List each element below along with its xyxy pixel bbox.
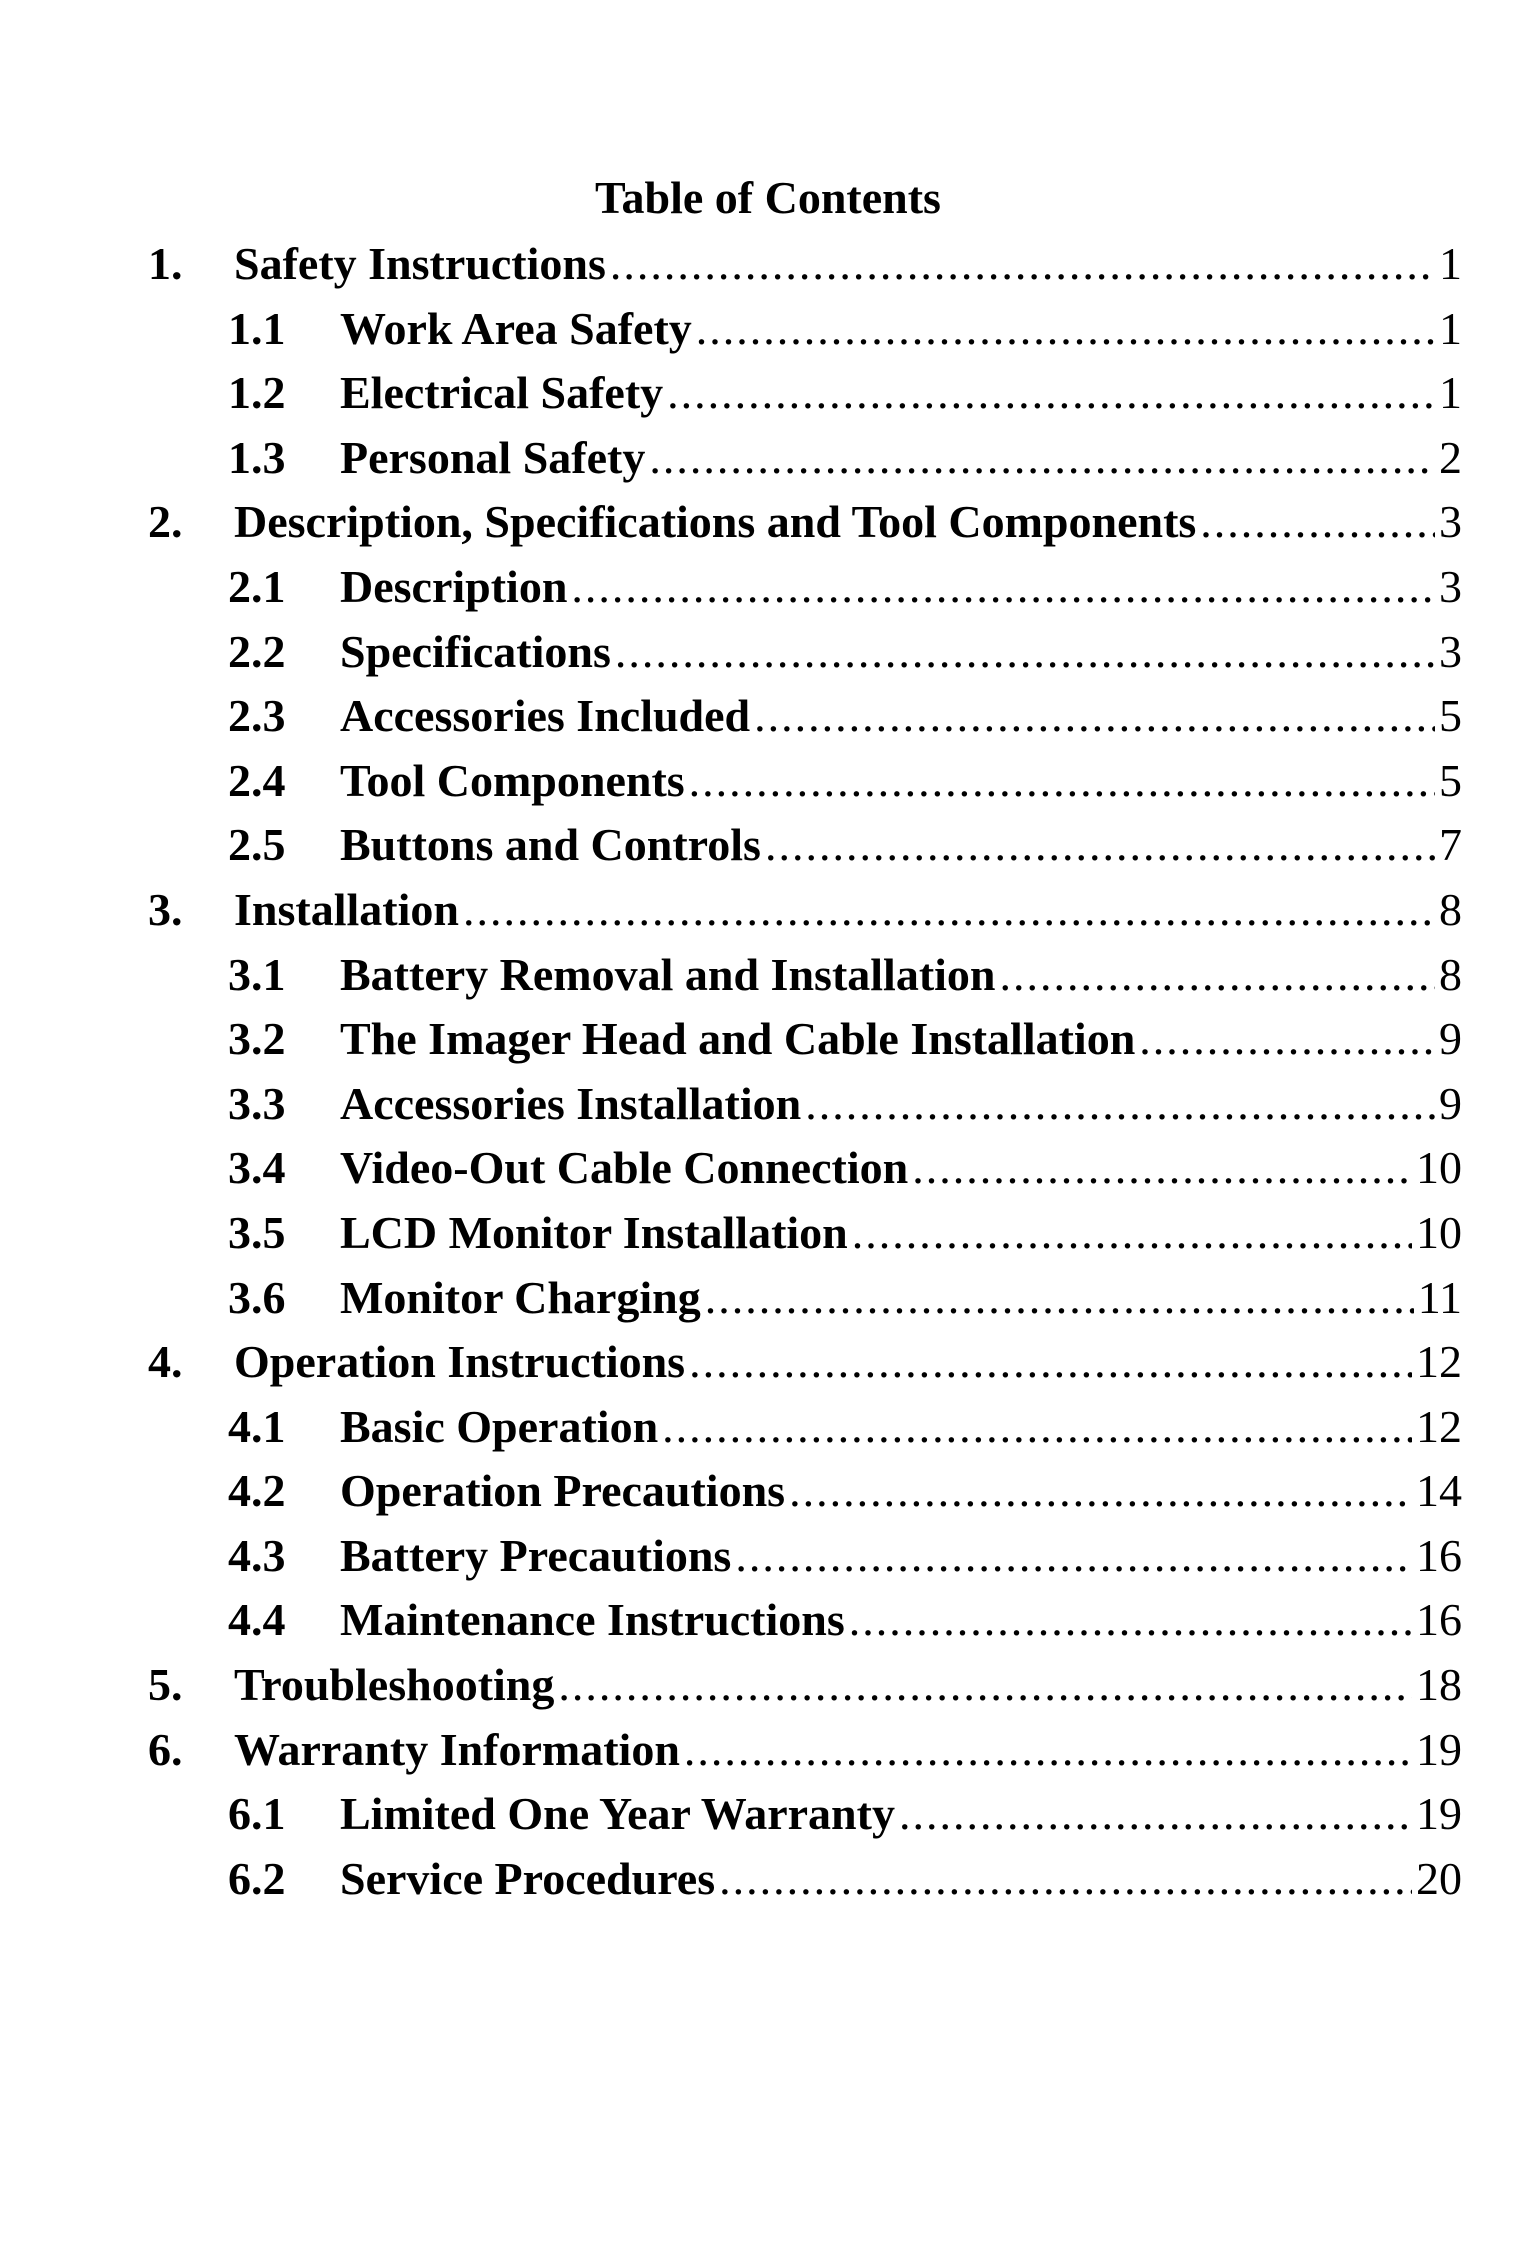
entry-line: [340, 1588, 1462, 1652]
entry-line: [340, 684, 1462, 748]
entry-page-number: 7: [1439, 819, 1462, 871]
entry-title: Description, Specifications and Tool Components: [234, 496, 1197, 548]
toc-subsection-entry[interactable]: [0, 1459, 1536, 1524]
dot-leader: [558, 1653, 1412, 1717]
entry-number: 4.: [148, 1336, 183, 1388]
entry-number: 3.1: [228, 948, 286, 1000]
entry-number: 3.5: [228, 1206, 286, 1258]
entry-line: [340, 1459, 1462, 1523]
toc-subsection-entry[interactable]: [0, 684, 1536, 749]
entry-page-number: 3: [1439, 496, 1462, 548]
entry-line: [340, 426, 1462, 490]
dot-leader: [689, 1330, 1412, 1394]
entry-title: Installation: [234, 883, 459, 935]
toc-section-entry[interactable]: [0, 878, 1536, 943]
entry-number: 4.1: [228, 1400, 286, 1452]
dot-leader: [852, 1201, 1412, 1265]
entry-line: [340, 1524, 1462, 1588]
entry-page-number: 8: [1439, 948, 1462, 1000]
entry-title: Battery Removal and Installation: [340, 948, 996, 1000]
toc-subsection-entry[interactable]: [0, 1847, 1536, 1912]
entry-title: Electrical Safety: [340, 367, 664, 419]
dot-leader: [667, 361, 1435, 425]
dot-leader: [765, 813, 1435, 877]
entry-line: [234, 490, 1462, 554]
toc-subsection-entry[interactable]: [0, 297, 1536, 362]
entry-page-number: 14: [1416, 1465, 1462, 1517]
entry-title: Safety Instructions: [234, 238, 606, 289]
toc-subsection-entry[interactable]: [0, 1072, 1536, 1137]
entry-title: Operation Instructions: [234, 1336, 686, 1388]
toc-subsection-entry[interactable]: [0, 1395, 1536, 1460]
entry-line: [340, 1201, 1462, 1265]
entry-number: 3.3: [228, 1077, 286, 1129]
entry-line: [234, 1330, 1462, 1394]
entry-page-number: 16: [1416, 1594, 1462, 1646]
entry-number: 3.2: [228, 1013, 286, 1065]
entry-title: Work Area Safety: [340, 302, 692, 354]
entry-page-number: 8: [1439, 883, 1462, 935]
entry-page-number: 9: [1439, 1077, 1462, 1129]
entry-title: Warranty Information: [234, 1723, 680, 1775]
entry-page-number: 1: [1439, 238, 1462, 289]
entry-number: 3.: [148, 883, 183, 935]
dot-leader: [849, 1588, 1412, 1652]
toc-section-entry[interactable]: [0, 1330, 1536, 1395]
dot-leader: [696, 297, 1435, 361]
toc-subsection-entry[interactable]: [0, 1588, 1536, 1653]
entry-number: 3.4: [228, 1142, 286, 1194]
entry-number: 2.2: [228, 625, 286, 677]
entry-title: Personal Safety: [340, 431, 646, 483]
toc-subsection-entry[interactable]: [0, 1136, 1536, 1201]
entry-page-number: 10: [1416, 1142, 1462, 1194]
entry-page-number: 9: [1439, 1013, 1462, 1065]
entry-page-number: 1: [1439, 302, 1462, 354]
entry-title: Battery Precautions: [340, 1529, 732, 1581]
dot-leader: [912, 1136, 1412, 1200]
entry-line: [234, 1653, 1462, 1717]
entry-line: [340, 1782, 1462, 1846]
entry-number: 6.1: [228, 1788, 286, 1840]
entry-page-number: 1: [1439, 367, 1462, 419]
entry-page-number: 20: [1416, 1852, 1462, 1904]
entry-line: [340, 1395, 1462, 1459]
page-title: Table of Contents: [595, 172, 941, 223]
entry-number: 1.1: [228, 302, 286, 354]
dot-leader: [899, 1782, 1412, 1846]
entry-line: [234, 1718, 1462, 1782]
entry-line: [340, 1072, 1462, 1136]
entry-number: 2.4: [228, 754, 286, 806]
entry-title: Limited One Year Warranty: [340, 1788, 895, 1840]
entry-title: LCD Monitor Installation: [340, 1206, 848, 1258]
dot-leader: [1200, 490, 1435, 554]
entry-title: Accessories Installation: [340, 1077, 802, 1129]
entry-number: 6.2: [228, 1852, 286, 1904]
entry-page-number: 5: [1439, 754, 1462, 806]
entry-line: [340, 555, 1462, 619]
dot-leader: [689, 749, 1435, 813]
entry-line: [234, 878, 1462, 942]
entry-number: 2.5: [228, 819, 286, 871]
entry-number: 4.2: [228, 1465, 286, 1517]
toc-subsection-entry[interactable]: [0, 555, 1536, 620]
entry-number: 5.: [148, 1659, 183, 1711]
toc-subsection-entry[interactable]: [0, 620, 1536, 685]
toc-section-entry[interactable]: [0, 490, 1536, 555]
entry-page-number: 16: [1416, 1529, 1462, 1581]
dot-leader: [719, 1847, 1412, 1911]
entry-title: Video-Out Cable Connection: [340, 1142, 909, 1194]
dot-leader: [684, 1718, 1412, 1782]
toc-subsection-entry[interactable]: [0, 813, 1536, 878]
entry-line: [340, 297, 1462, 361]
entry-line: [340, 1266, 1462, 1330]
toc-subsection-entry[interactable]: [0, 361, 1536, 426]
table-of-contents: [0, 232, 1536, 1911]
entry-number: 3.6: [228, 1271, 286, 1323]
dot-leader: [805, 1072, 1435, 1136]
entry-title: Service Procedures: [340, 1852, 716, 1904]
entry-line: [340, 620, 1462, 684]
entry-number: 1.3: [228, 431, 286, 483]
toc-section-entry[interactable]: [0, 1718, 1536, 1783]
toc-subsection-entry[interactable]: [0, 1007, 1536, 1072]
entry-page-number: 3: [1439, 560, 1462, 612]
entry-title: Operation Precautions: [340, 1465, 786, 1517]
entry-number: 6.: [148, 1723, 183, 1775]
dot-leader: [662, 1395, 1412, 1459]
entry-line: [340, 361, 1462, 425]
entry-number: 4.3: [228, 1529, 286, 1581]
entry-line: [340, 1007, 1462, 1071]
entry-number: 2.1: [228, 560, 286, 612]
entry-title: Buttons and Controls: [340, 819, 761, 871]
entry-title: Description: [340, 560, 568, 612]
entry-number: 2.: [148, 496, 183, 548]
entry-title: Basic Operation: [340, 1400, 659, 1452]
toc-section-entry[interactable]: [0, 232, 1536, 297]
dot-leader: [1139, 1007, 1435, 1071]
entry-title: Troubleshooting: [234, 1659, 555, 1711]
entry-page-number: 3: [1439, 625, 1462, 677]
entry-line: [340, 1847, 1462, 1911]
entry-line: [340, 943, 1462, 1007]
entry-page-number: 5: [1439, 690, 1462, 742]
toc-section-entry[interactable]: [0, 1653, 1536, 1718]
dot-leader: [463, 878, 1435, 942]
entry-number: 2.3: [228, 690, 286, 742]
dot-leader: [735, 1524, 1412, 1588]
toc-subsection-entry[interactable]: [0, 1201, 1536, 1266]
entry-title: Accessories Included: [340, 690, 751, 742]
entry-line: [234, 232, 1462, 296]
toc-subsection-entry[interactable]: [0, 749, 1536, 814]
toc-subsection-entry[interactable]: [0, 1266, 1536, 1331]
entry-title: The Imager Head and Cable Installation: [340, 1013, 1136, 1065]
entry-title: Maintenance Instructions: [340, 1594, 845, 1646]
entry-page-number: 11: [1417, 1271, 1462, 1323]
entry-page-number: 12: [1416, 1400, 1462, 1452]
dot-leader: [754, 684, 1435, 748]
toc-subsection-entry[interactable]: [0, 1524, 1536, 1589]
entry-page-number: 19: [1416, 1788, 1462, 1840]
entry-page-number: 19: [1416, 1723, 1462, 1775]
entry-line: [340, 813, 1462, 877]
dot-leader: [571, 555, 1435, 619]
dot-leader: [705, 1266, 1414, 1330]
dot-leader: [789, 1459, 1412, 1523]
entry-page-number: 12: [1416, 1336, 1462, 1388]
entry-page-number: 10: [1416, 1206, 1462, 1258]
dot-leader: [610, 232, 1435, 296]
dot-leader: [1000, 943, 1436, 1007]
toc-subsection-entry[interactable]: [0, 1782, 1536, 1847]
entry-number: 1.2: [228, 367, 286, 419]
dot-leader: [649, 426, 1435, 490]
toc-subsection-entry[interactable]: [0, 943, 1536, 1008]
entry-title: Monitor Charging: [340, 1271, 701, 1323]
entry-line: [340, 749, 1462, 813]
entry-number: 1.: [148, 238, 183, 289]
entry-page-number: 18: [1416, 1659, 1462, 1711]
entry-number: 4.4: [228, 1594, 286, 1646]
entry-title: Tool Components: [340, 754, 685, 806]
entry-title: Specifications: [340, 625, 611, 677]
entry-line: [340, 1136, 1462, 1200]
entry-page-number: 2: [1439, 431, 1462, 483]
dot-leader: [615, 620, 1435, 684]
toc-subsection-entry[interactable]: [0, 426, 1536, 491]
